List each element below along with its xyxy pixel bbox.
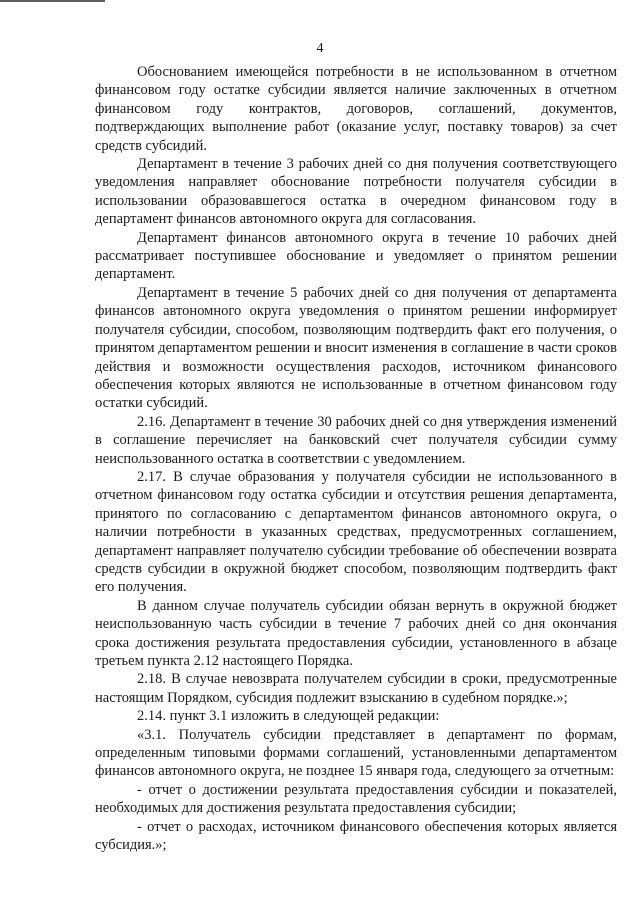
paragraph-finance-10-days: Департамент финансов автономного округа в течение 10 рабочих дней рассматривает поступившее обоснование и уведомляет о принятом решении департамент. (95, 229, 617, 283)
scan-edge-mark (0, 0, 105, 2)
paragraph-2-16: 2.16. Департамент в течение 30 рабочих дней со дня утверждения изменений в соглашение перечисляет на банковский счет получателя субсидии сумму неиспользованного остатка в соответствии с уведомлением. (95, 413, 617, 467)
page-number: 4 (316, 41, 324, 56)
list-item-report-expenses: - отчет о расходах, источником финансового обеспечения которых является субсидия.»; (95, 818, 617, 854)
list-item-report-result: - отчет о достижении результата предоставления субсидии и показателей, необходимых для достижения результата предоставления субсидии; (95, 781, 617, 817)
paragraph-justification: Обоснованием имеющейся потребности в не использованном в отчетном финансовом году остатке субсидии является наличие заключенных в отчетном финансовом году контрактов, договоров, соглашений, документов, подтверждающих выполнение работ (оказание услуг, поставку товаров) за счет средств субсидий. (95, 64, 617, 154)
paragraph-2-18: 2.18. В случае невозврата получателем субсидии в сроки, предусмотренные настоящим Порядком, субсидия подлежит взысканию в судебном порядке.»; (95, 671, 617, 706)
paragraph-2-14: 2.14. пункт 3.1 изложить в следующей редакции: (137, 708, 440, 725)
paragraph-return-obligation: В данном случае получатель субсидии обязан вернуть в окружной бюджет неиспользованную часть субсидии в течение 7 рабочих дней со дня окончания срока достижения результата предоставления субсидии, установленного в абзаце третьем пункта 2.12 настоящего Порядка. (95, 597, 617, 669)
paragraph-2-17: 2.17. В случае образования у получателя субсидии не использованного в отчетном финансовом году остатка субсидии и отсутствия решения департамента, принятого по согласованию с департаментом финансов автономного округа, о наличии потребности в указанных средствах, предусмотренных соглашением, департамент направляет получателю субсидии требование об обеспечении возврата средств субсидии в окружной бюджет способом, позволяющим подтвердить факт его получения. (95, 468, 617, 596)
document-body (95, 63, 617, 854)
paragraph-department-5-days: Департамент в течение 5 рабочих дней со дня получения от департамента финансов автономного округа уведомления о принятом решении информирует получателя субсидии, способом, позволяющим подтвердить факт его получения, о принятом департаментом решении и вносит изменения в соглашение в части сроков действия и возможности осуществления расходов, источником финансового обеспечения которых являются не использованные в отчетном финансовом году остатки субсидий. (95, 284, 617, 412)
paragraph-department-3-days: Департамент в течение 3 рабочих дней со дня получения соответствующего уведомления направляет обоснование потребности получателя субсидии в использовании образовавшегося остатка в очередном финансовом году в департамент финансов автономного округа для согласования. (95, 156, 617, 228)
paragraph-3-1: «3.1. Получатель субсидии представляет в департамент по формам, определенным типовыми формами соглашений, установленными департаментом финансов автономного округа, не позднее 15 января года, следующего за отчетным: (95, 726, 617, 780)
